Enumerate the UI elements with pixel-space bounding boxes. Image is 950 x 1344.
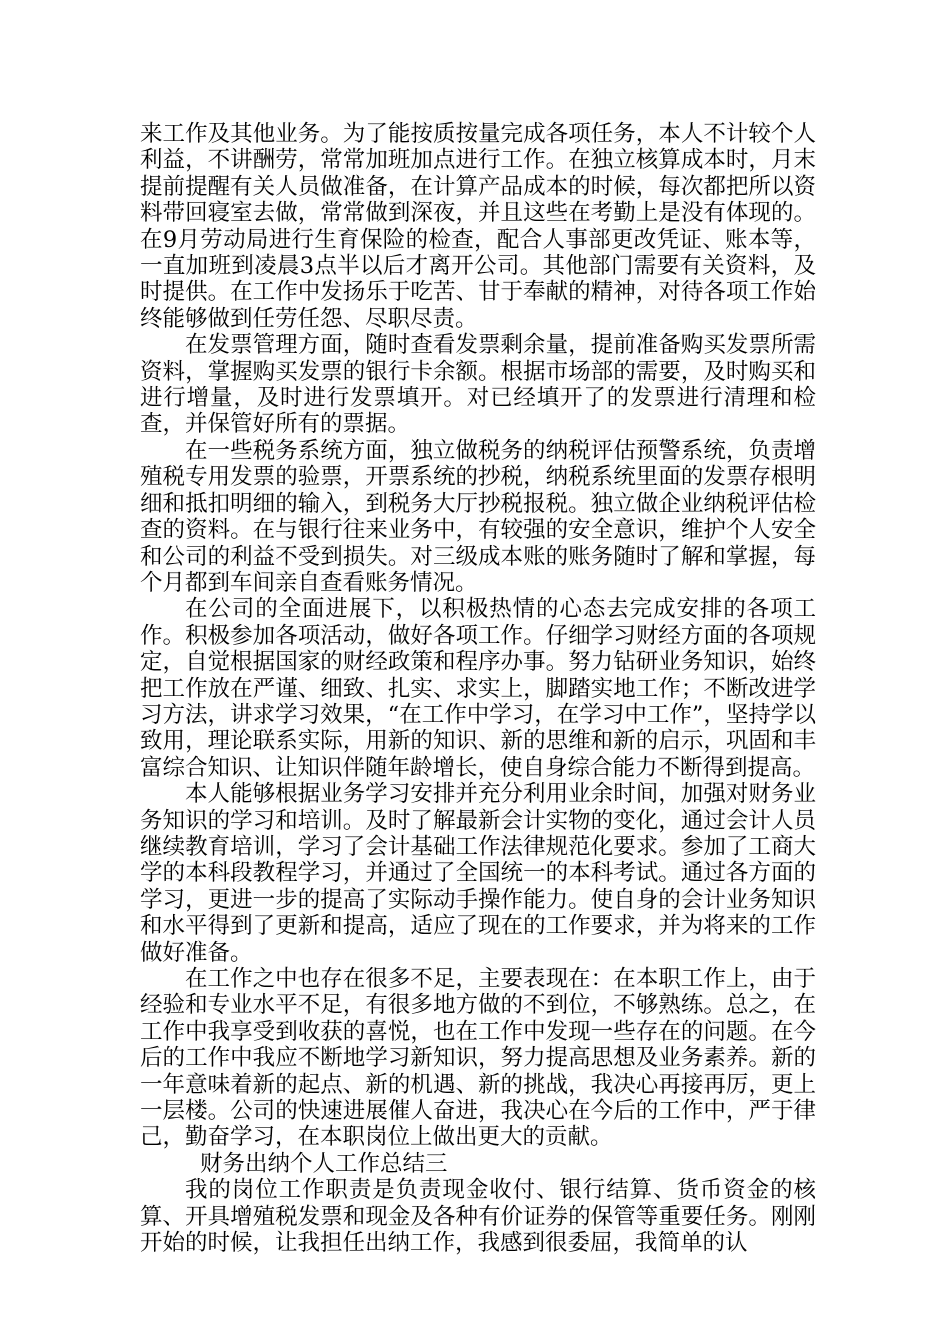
paragraph-tax-systems: 在一些税务系统方面，独立做税务的纳税评估预警系统，负责增殖税专用发票的验票，开票系统的抄税，纳税系统里面的发票存根明细和抵扣明细的输入，到税务大厅抄税报税。独立做企业纳税评估检查的资料。在与银行往来业务中，有较强的安全意识，维护个人安全和公司的利益不受到损失。对三级成本账的账务随时了解和掌握，每个月都到车间亲自查看账务情况。 [140, 437, 816, 596]
paragraph-professional-study: 本人能够根据业务学习安排并充分利用业余时间，加强对财务业务知识的学习和培训。及时了解最新会计实物的变化，通过会计人员继续教育培训，学习了会计基础工作法律规范化要求。参加了工商大学的本科段教程学习，并通过了全国统一的本科考试。通过各方面的学习，更进一步的提高了实际动手操作能力。使自身的会计业务知识和水平得到了更新和提高，适应了现在的工作要求，并为将来的工作做好准备。 [140, 781, 816, 966]
paragraph-company-development: 在公司的全面进展下，以积极热情的心态去完成安排的各项工作。积极参加各项活动，做好各项工作。仔细学习财经方面的各项规定，自觉根据国家的财经政策和程序办事。努力钻研业务知识，始终把工作放在严谨、细致、扎实、求实上，脚踏实地工作；不断改进学习方法，讲求学习效果，“在工作中学习，在学习中工作”，坚持学以致用，理论联系实际，用新的知识、新的思维和新的启示，巩固和丰富综合知识、让知识伴随年龄增长，使自身综合能力不断得到提高。 [140, 596, 816, 781]
document-body [140, 121, 816, 1256]
paragraph-shortcomings: 在工作之中也存在很多不足，主要表现在：在本职工作上，由于经验和专业水平不足，有很多地方做的不到位，不够熟练。总之，在工作中我享受到收获的喜悦，也在工作中发现一些存在的问题。在今后的工作中我应不断地学习新知识，努力提高思想及业务素养。新的一年意味着新的起点、新的机遇、新的挑战，我决心再接再厉，更上一层楼。公司的快速进展催人奋进，我决心在今后的工作中，严于律己，勤奋学习，在本职岗位上做出更大的贡献。 [140, 966, 816, 1151]
section-heading: 财务出纳个人工作总结三 [200, 1150, 448, 1177]
paragraph-job-duties: 我的岗位工作职责是负责现金收付、银行结算、货币资金的核算、开具增殖税发票和现金及各种有价证券的保管等重要任务。刚刚开始的时候，让我担任出纳工作，我感到很委屈，我简单的认 [140, 1177, 816, 1257]
paragraph-invoice-management: 在发票管理方面，随时查看发票剩余量，提前准备购买发票所需资料，掌握购买发票的银行卡余额。根据市场部的需要，及时购买和进行增量，及时进行发票填开。对已经填开了的发票进行清理和检查，并保管好所有的票据。 [140, 332, 816, 438]
paragraph-continuation: 来工作及其他业务。为了能按质按量完成各项任务，本人不计较个人利益，不讲酬劳，常常加班加点进行工作。在独立核算成本时，月末提前提醒有关人员做准备，在计算产品成本的时候，每次都把所以资料带回寝室去做，常常做到深夜，并且这些在考勤上是没有体现的。在9月劳动局进行生育保险的检查，配合人事部更改凭证、账本等，一直加班到凌晨3点半以后才离开公司。其他部门需要有关资料，及时提供。在工作中发扬乐于吃苦、甘于奉献的精神，对待各项工作始终能够做到任劳任怨、尽职尽责。 [140, 121, 816, 332]
